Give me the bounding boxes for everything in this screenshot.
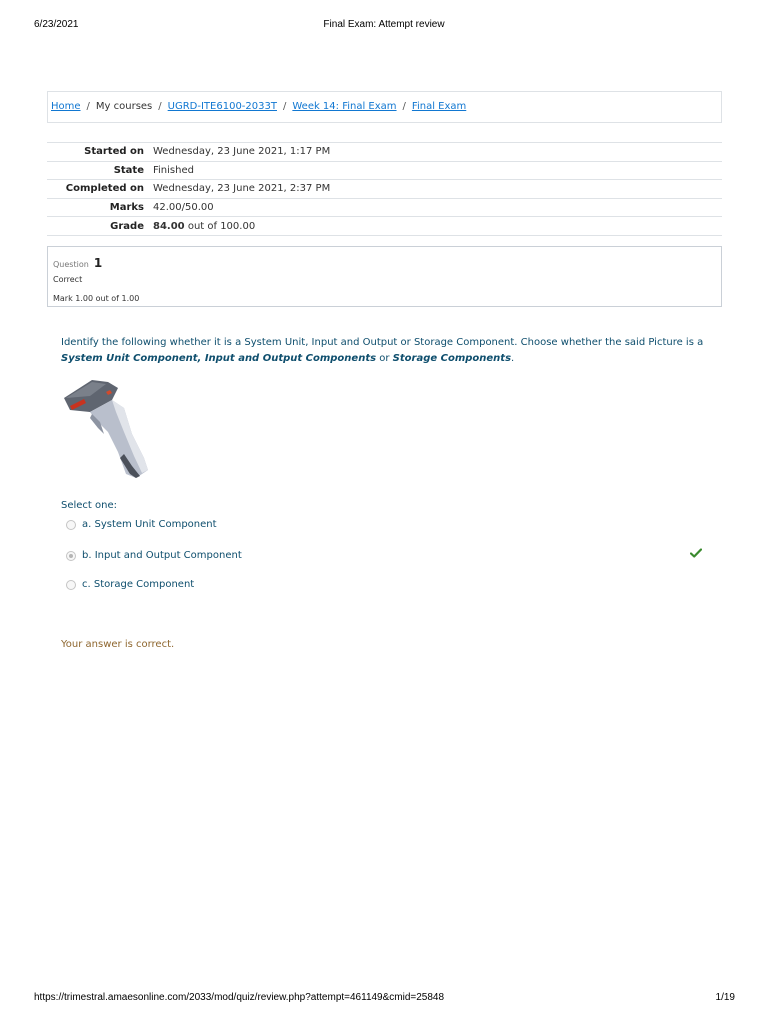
print-url: https://trimestral.amaesonline.com/2033/mod/quiz/review.php?attempt=461149&cmid=25848 <box>34 992 445 1003</box>
summary-row-started <box>47 143 722 162</box>
print-footer <box>0 992 768 1006</box>
correct-check-icon <box>690 547 702 559</box>
option-a-radio[interactable] <box>66 520 76 530</box>
started-on-label: Started on <box>47 143 149 162</box>
option-a-label[interactable]: a. System Unit Component <box>82 519 217 530</box>
question-text-separator: , <box>197 353 205 364</box>
option-c-label[interactable]: c. Storage Component <box>82 579 195 590</box>
state-value: Finished <box>149 161 722 180</box>
question-number: 1 <box>93 256 103 270</box>
question-state: Correct <box>53 275 83 284</box>
summary-row-completed <box>47 180 722 199</box>
option-a[interactable] <box>66 519 217 530</box>
question-text <box>61 335 711 367</box>
marks-label: Marks <box>47 198 149 217</box>
breadcrumb-course-link[interactable]: UGRD-ITE6100-2033T <box>167 101 277 112</box>
option-b[interactable] <box>66 550 242 561</box>
question-text-separator: or <box>376 353 393 364</box>
breadcrumb-separator: / <box>282 101 287 112</box>
option-c-radio[interactable] <box>66 580 76 590</box>
completed-on-value: Wednesday, 23 June 2021, 2:37 PM <box>149 180 722 199</box>
print-page-number: 1/19 <box>715 992 735 1003</box>
question-number-line <box>53 252 716 271</box>
breadcrumb-separator: / <box>158 101 162 112</box>
breadcrumb-quiz-link[interactable]: Final Exam <box>411 101 467 112</box>
option-c[interactable] <box>66 579 194 590</box>
answer-feedback: Your answer is correct. <box>61 639 175 650</box>
print-header <box>0 19 768 33</box>
breadcrumb-my-courses: My courses <box>95 101 153 112</box>
question-text-end: . <box>511 353 515 364</box>
attempt-summary-table <box>47 142 722 236</box>
question-text-emphasis-io: Input and Output Components <box>204 353 377 364</box>
grade-out-of: out of 100.00 <box>184 220 256 232</box>
completed-on-label: Completed on <box>47 180 149 199</box>
select-one-prompt: Select one: <box>61 500 118 511</box>
breadcrumb-separator: / <box>402 101 406 112</box>
breadcrumb <box>47 91 722 123</box>
started-on-value: Wednesday, 23 June 2021, 1:17 PM <box>149 143 722 162</box>
breadcrumb-separator: / <box>86 101 90 112</box>
option-b-label[interactable]: b. Input and Output Component <box>82 550 242 561</box>
summary-row-grade <box>47 217 722 236</box>
breadcrumb-section-link[interactable]: Week 14: Final Exam <box>292 101 397 112</box>
question-mark: Mark 1.00 out of 1.00 <box>53 294 140 303</box>
question-text-emphasis-system-unit: System Unit Component <box>61 353 198 364</box>
question-info-box <box>47 246 722 307</box>
print-date: 6/23/2021 <box>34 19 79 30</box>
grade-label: Grade <box>47 217 149 236</box>
summary-row-state <box>47 161 722 180</box>
option-b-radio[interactable] <box>66 551 76 561</box>
question-text-body: Identify the following whether it is a System Unit, Input and Output or Storage Component. Choose whether the said Picture is a <box>61 337 704 348</box>
barcode-scanner-image <box>60 378 160 482</box>
question-label: Question <box>53 260 89 269</box>
marks-value: 42.00/50.00 <box>149 198 722 217</box>
breadcrumb-home-link[interactable]: Home <box>51 101 81 112</box>
print-title: Final Exam: Attempt review <box>323 19 445 30</box>
grade-score: 84.00 <box>153 220 185 232</box>
grade-value <box>149 217 722 236</box>
question-text-emphasis-storage: Storage Components <box>392 353 512 364</box>
summary-row-marks <box>47 198 722 217</box>
state-label: State <box>47 161 149 180</box>
